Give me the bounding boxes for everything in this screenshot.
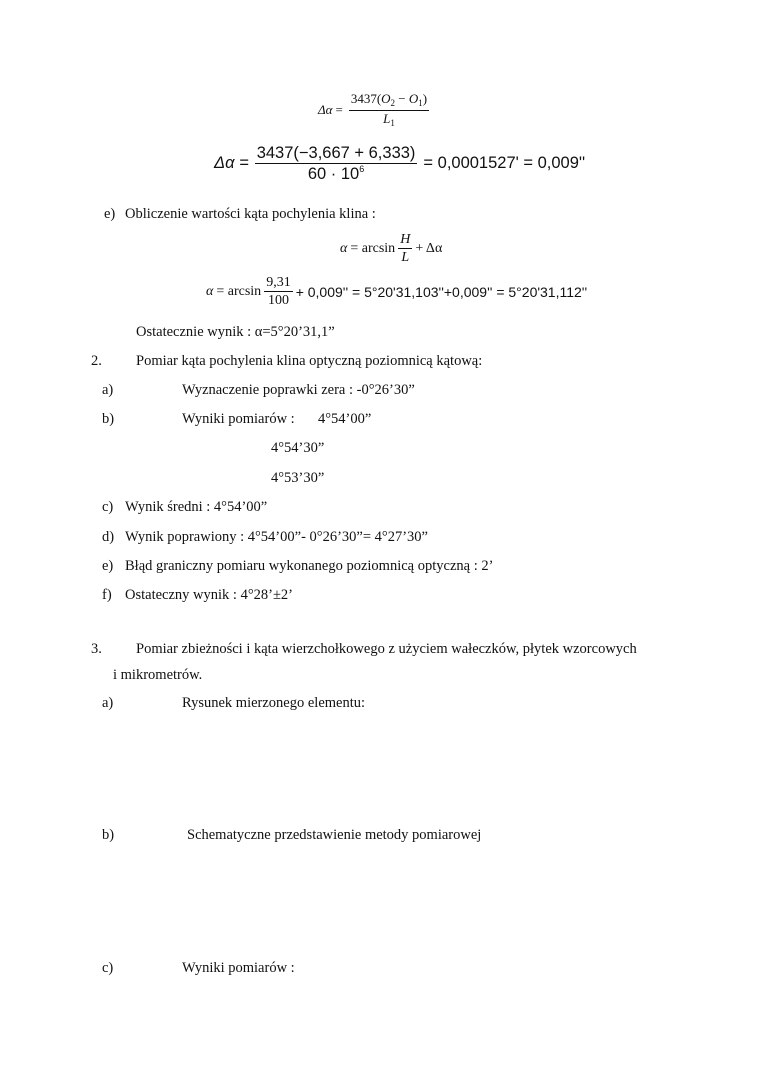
formula-lhs: Δα: [318, 102, 333, 118]
list-item-text: Obliczenie wartości kąta pochylenia klina :: [125, 206, 376, 222]
fraction: [264, 275, 293, 309]
final-result: Ostatecznie wynik : α=5°20’31,1”: [136, 324, 335, 340]
formula-delta-value: [214, 144, 585, 183]
list-marker: d): [102, 529, 115, 545]
section-number: 3.: [91, 641, 102, 657]
formula-arcsin: = arcsin: [216, 283, 262, 299]
section-title-continued: i mikrometrów.: [113, 667, 203, 683]
section-title: Pomiar zbieżności i kąta wierzchołkowego z użyciem wałeczków, płytek wzorcowych: [136, 641, 637, 657]
list-marker: c): [102, 960, 114, 976]
list-marker: a): [102, 695, 114, 711]
formula-lhs: α: [206, 283, 214, 299]
list-item-text: Wynik średni : 4°54’00”: [125, 499, 268, 515]
formula-arcsin: = arcsin: [350, 240, 396, 256]
section-title: Pomiar kąta pochylenia klina optyczną poziomnicą kątową:: [136, 353, 483, 369]
formula-equals: =: [335, 102, 343, 118]
fraction-denominator: $60 \cdot 10^6$: [307, 164, 365, 184]
fraction: [398, 232, 412, 266]
fraction-numerator: H: [398, 232, 412, 249]
list-item-text: Schematyczne przedstawienie metody pomiarowej: [187, 827, 482, 843]
list-marker: b): [102, 411, 115, 427]
list-item-text: Wyniki pomiarów :: [182, 960, 295, 976]
section-number: 2.: [91, 353, 102, 369]
list-item-text: Ostateczny wynik : 4°28’±2’: [125, 587, 293, 603]
list-item-text: Błąd graniczny pomiaru wykonanego poziomnicą optyczną : 2’: [125, 558, 494, 574]
formula-tail: + Δα: [415, 240, 443, 256]
formula-delta-general: [318, 92, 432, 129]
formula-lhs: Δα =: [214, 154, 249, 173]
list-item-label: Wyniki pomiarów :: [182, 411, 295, 427]
fraction-numerator: $3437(O_2 - O_1)$: [349, 92, 429, 111]
fraction-denominator: $L_1$: [383, 110, 395, 128]
measurement-value: 4°53’30”: [271, 470, 325, 486]
list-marker: a): [102, 382, 114, 398]
fraction-numerator: 3437(−3,667 + 6,333): [255, 144, 418, 164]
fraction-numerator: 9,31: [264, 275, 293, 292]
fraction: [255, 144, 418, 183]
list-marker: e): [104, 206, 116, 222]
measurement-value: 4°54’00”: [318, 411, 372, 427]
fraction-denominator: 100: [267, 293, 289, 309]
list-item-text: Wynik poprawiony : 4°54’00”- 0°26’30”= 4°27’30”: [125, 529, 428, 545]
formula-result: = 0,0001527' = 0,009'': [423, 154, 586, 173]
formula-alpha-value: [206, 275, 587, 309]
list-marker: b): [102, 827, 115, 843]
formula-tail: + 0,009'' = 5°20'31,103''+0,009'' = 5°20'31,112'': [295, 283, 588, 300]
list-marker: c): [102, 499, 114, 515]
list-marker: f): [102, 587, 112, 603]
formula-alpha-general: [340, 232, 442, 266]
measurement-value: 4°54’30”: [271, 440, 325, 456]
list-item-text: Rysunek mierzonego elementu:: [182, 695, 366, 711]
formula-lhs: α: [340, 240, 348, 256]
list-item-text: Wyznaczenie poprawki zera : -0°26’30”: [182, 382, 415, 398]
list-marker: e): [102, 558, 114, 574]
fraction-denominator: L: [401, 250, 410, 266]
fraction: [349, 92, 429, 129]
